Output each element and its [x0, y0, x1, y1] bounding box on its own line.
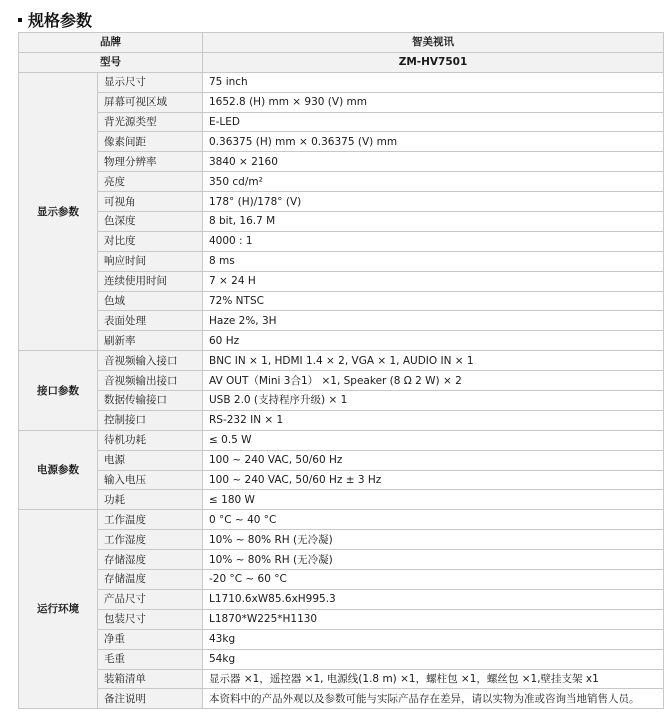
brand-row [19, 33, 664, 53]
spec-label: 物理分辨率 [98, 152, 203, 172]
spec-row [19, 331, 664, 351]
spec-label: 净重 [98, 629, 203, 649]
spec-label: 响应时间 [98, 251, 203, 271]
spec-value: 7 × 24 H [203, 271, 664, 291]
model-label: 型号 [19, 52, 203, 72]
spec-row [19, 72, 664, 92]
spec-value: 43kg [203, 629, 664, 649]
spec-label: 刷新率 [98, 331, 203, 351]
spec-label: 包装尺寸 [98, 609, 203, 629]
spec-row [19, 271, 664, 291]
spec-row [19, 291, 664, 311]
spec-label: 工作温度 [98, 510, 203, 530]
spec-label: 毛重 [98, 649, 203, 669]
spec-row [19, 689, 664, 709]
spec-row [19, 589, 664, 609]
spec-row [19, 490, 664, 510]
spec-label: 音视频输出接口 [98, 371, 203, 391]
spec-row [19, 172, 664, 192]
spec-label: 色域 [98, 291, 203, 311]
spec-row [19, 212, 664, 232]
spec-row [19, 152, 664, 172]
spec-row [19, 570, 664, 590]
spec-label: 背光源类型 [98, 112, 203, 132]
group-label: 电源参数 [19, 430, 98, 510]
spec-row [19, 311, 664, 331]
spec-value: L1870*W225*H1130 [203, 609, 664, 629]
model-row [19, 52, 664, 72]
spec-row [19, 510, 664, 530]
spec-value: 75 inch [203, 72, 664, 92]
spec-label: 色深度 [98, 212, 203, 232]
spec-label: 数据传输接口 [98, 391, 203, 411]
brand-value: 智美视讯 [203, 33, 664, 53]
spec-label: 显示尺寸 [98, 72, 203, 92]
model-value: ZM-HV7501 [203, 52, 664, 72]
spec-row [19, 192, 664, 212]
spec-label: 待机功耗 [98, 430, 203, 450]
spec-value: BNC IN × 1, HDMI 1.4 × 2, VGA × 1, AUDIO IN × 1 [203, 351, 664, 371]
group-label: 运行环境 [19, 510, 98, 709]
spec-value: 3840 × 2160 [203, 152, 664, 172]
spec-value: 10% ~ 80% RH (无冷凝) [203, 530, 664, 550]
page-title-text: 规格参数 [28, 11, 93, 30]
spec-label: 功耗 [98, 490, 203, 510]
spec-value: 4000 : 1 [203, 231, 664, 251]
spec-label: 产品尺寸 [98, 589, 203, 609]
spec-label: 音视频输入接口 [98, 351, 203, 371]
spec-value: 100 ~ 240 VAC, 50/60 Hz ± 3 Hz [203, 470, 664, 490]
spec-label: 亮度 [98, 172, 203, 192]
spec-label: 存储湿度 [98, 550, 203, 570]
spec-row [19, 470, 664, 490]
spec-value: 0.36375 (H) mm × 0.36375 (V) mm [203, 132, 664, 152]
spec-value: Haze 2%, 3H [203, 311, 664, 331]
spec-label: 控制接口 [98, 410, 203, 430]
group-label: 显示参数 [19, 72, 98, 350]
spec-value: 60 Hz [203, 331, 664, 351]
spec-row [19, 629, 664, 649]
spec-label: 工作湿度 [98, 530, 203, 550]
spec-row [19, 669, 664, 689]
spec-row [19, 530, 664, 550]
spec-row [19, 649, 664, 669]
spec-value: 8 bit, 16.7 M [203, 212, 664, 232]
spec-row [19, 450, 664, 470]
spec-value: 1652.8 (H) mm × 930 (V) mm [203, 92, 664, 112]
spec-label: 对比度 [98, 231, 203, 251]
spec-value: 本资料中的产品外观以及参数可能与实际产品存在差异，请以实物为准或咨询当地销售人员。 [203, 689, 664, 709]
spec-row [19, 251, 664, 271]
spec-value: RS-232 IN × 1 [203, 410, 664, 430]
spec-label: 屏幕可视区域 [98, 92, 203, 112]
spec-value: 0 °C ~ 40 °C [203, 510, 664, 530]
spec-value: 10% ~ 80% RH (无冷凝) [203, 550, 664, 570]
spec-value: 显示器 ×1，遥控器 ×1, 电源线(1.8 m) ×1，螺柱包 ×1，螺丝包 ×1,壁挂支架 x1 [203, 669, 664, 689]
bullet-icon [18, 18, 22, 22]
spec-row [19, 410, 664, 430]
brand-label: 品牌 [19, 33, 203, 53]
spec-row [19, 391, 664, 411]
spec-value: 54kg [203, 649, 664, 669]
spec-row [19, 112, 664, 132]
spec-row [19, 550, 664, 570]
spec-table [18, 32, 664, 709]
spec-row [19, 132, 664, 152]
spec-value: L1710.6xW85.6xH995.3 [203, 589, 664, 609]
spec-label: 存储温度 [98, 570, 203, 590]
spec-value: USB 2.0 (支持程序升级) × 1 [203, 391, 664, 411]
spec-label: 可视角 [98, 192, 203, 212]
spec-value: 72% NTSC [203, 291, 664, 311]
spec-value: 178° (H)/178° (V) [203, 192, 664, 212]
spec-label: 像素间距 [98, 132, 203, 152]
spec-row [19, 92, 664, 112]
spec-row [19, 430, 664, 450]
page-title [18, 10, 92, 32]
spec-row [19, 371, 664, 391]
spec-label: 输入电压 [98, 470, 203, 490]
spec-value: 350 cd/m² [203, 172, 664, 192]
spec-label: 连续使用时间 [98, 271, 203, 291]
spec-value: AV OUT（Mini 3合1） ×1, Speaker (8 Ω 2 W) × 2 [203, 371, 664, 391]
group-label: 接口参数 [19, 351, 98, 431]
spec-row [19, 231, 664, 251]
spec-label: 备注说明 [98, 689, 203, 709]
spec-value: 100 ~ 240 VAC, 50/60 Hz [203, 450, 664, 470]
spec-label: 电源 [98, 450, 203, 470]
spec-value: E-LED [203, 112, 664, 132]
spec-row [19, 351, 664, 371]
spec-value: ≤ 0.5 W [203, 430, 664, 450]
spec-value: -20 °C ~ 60 °C [203, 570, 664, 590]
spec-row [19, 609, 664, 629]
spec-value: ≤ 180 W [203, 490, 664, 510]
spec-label: 装箱清单 [98, 669, 203, 689]
spec-label: 表面处理 [98, 311, 203, 331]
spec-value: 8 ms [203, 251, 664, 271]
